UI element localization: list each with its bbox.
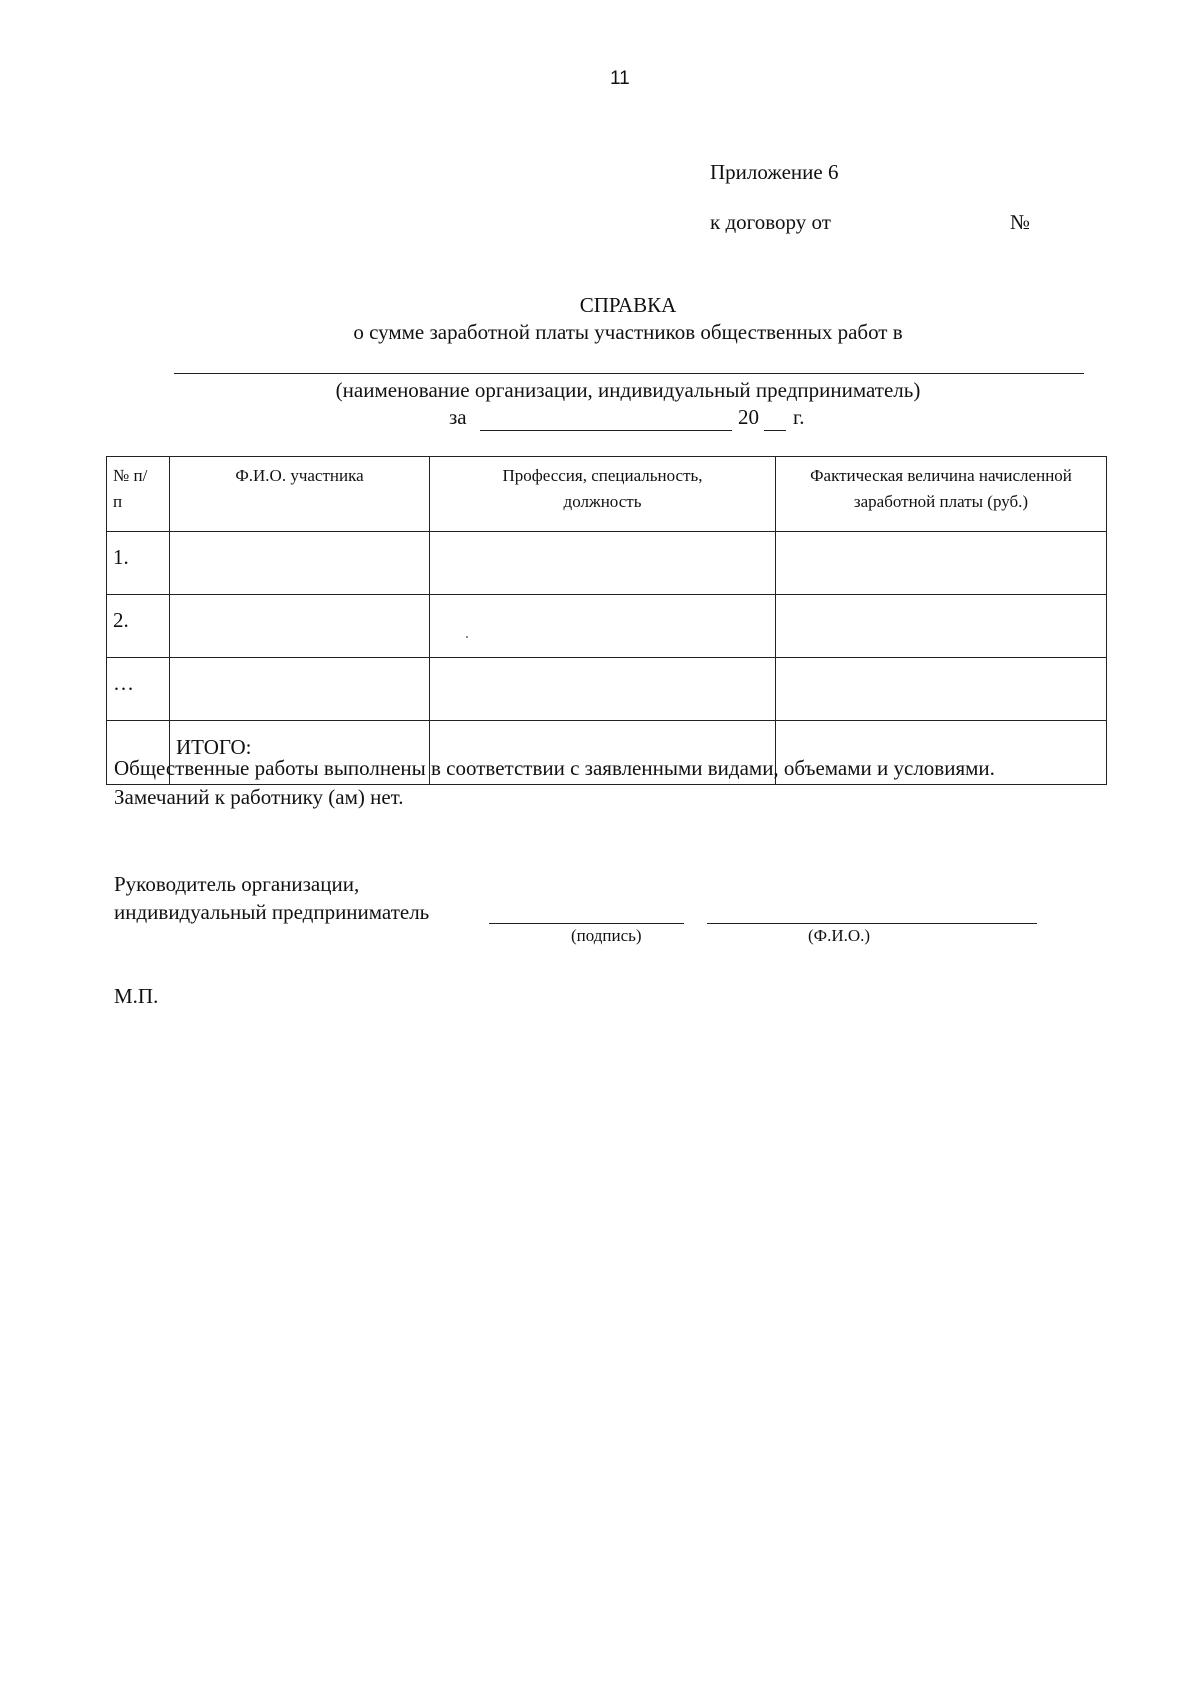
salary-table <box>106 456 1107 785</box>
table-header-row <box>107 457 1107 532</box>
header-fio: Ф.И.О. участника <box>170 457 430 532</box>
cell-profession <box>430 658 776 721</box>
cell-profession <box>430 532 776 595</box>
appendix-title: Приложение 6 <box>710 160 839 184</box>
total-label: ИТОГО: <box>170 721 430 785</box>
header-salary: Фактическая величина начисленной заработной платы (руб.) <box>776 457 1107 532</box>
fio-caption: (Ф.И.О.) <box>808 926 871 945</box>
period-line <box>480 430 732 431</box>
contract-number-sign: № <box>1010 210 1031 234</box>
contract-reference: к договору от <box>710 210 831 234</box>
signature-caption: (подпись) <box>571 926 642 945</box>
row-number: 2. <box>107 595 170 658</box>
cell-profession <box>430 595 776 658</box>
period-year-suffix: г. <box>793 405 805 429</box>
year-suffix-line <box>764 430 786 431</box>
cell-salary <box>776 532 1107 595</box>
row-number: … <box>107 658 170 721</box>
cell-fio <box>170 595 430 658</box>
cell-fio <box>170 532 430 595</box>
statement-line-2: Замечаний к работнику (ам) нет. <box>114 785 404 809</box>
cell-salary <box>776 595 1107 658</box>
statement-line-1: Общественные работы выполнены в соответствии с заявленными видами, объемами и условиями. <box>114 756 995 780</box>
period-prefix: за <box>449 405 467 429</box>
table-row <box>107 532 1107 595</box>
cell-salary <box>776 658 1107 721</box>
table-row <box>107 595 1107 658</box>
organization-caption: (наименование организации, индивидуальный предприниматель) <box>335 378 921 402</box>
fio-line <box>707 923 1037 924</box>
signature-role-line-2: индивидуальный предприниматель <box>114 900 430 924</box>
document-subtitle: о сумме заработной платы участников общественных работ в <box>353 320 903 344</box>
scan-speck <box>466 636 468 638</box>
cell-fio <box>170 658 430 721</box>
header-number: № п/п <box>107 457 170 532</box>
organization-name-line <box>174 373 1084 374</box>
table-row <box>107 658 1107 721</box>
stamp-label: М.П. <box>114 984 159 1008</box>
signature-role-line-1: Руководитель организации, <box>114 872 360 896</box>
document-title: СПРАВКА <box>579 293 677 317</box>
header-profession: Профессия, специальность, должность <box>430 457 776 532</box>
row-number: 1. <box>107 532 170 595</box>
period-year-prefix: 20 <box>738 405 759 429</box>
page-number: 11 <box>610 68 630 89</box>
signature-line <box>489 923 684 924</box>
